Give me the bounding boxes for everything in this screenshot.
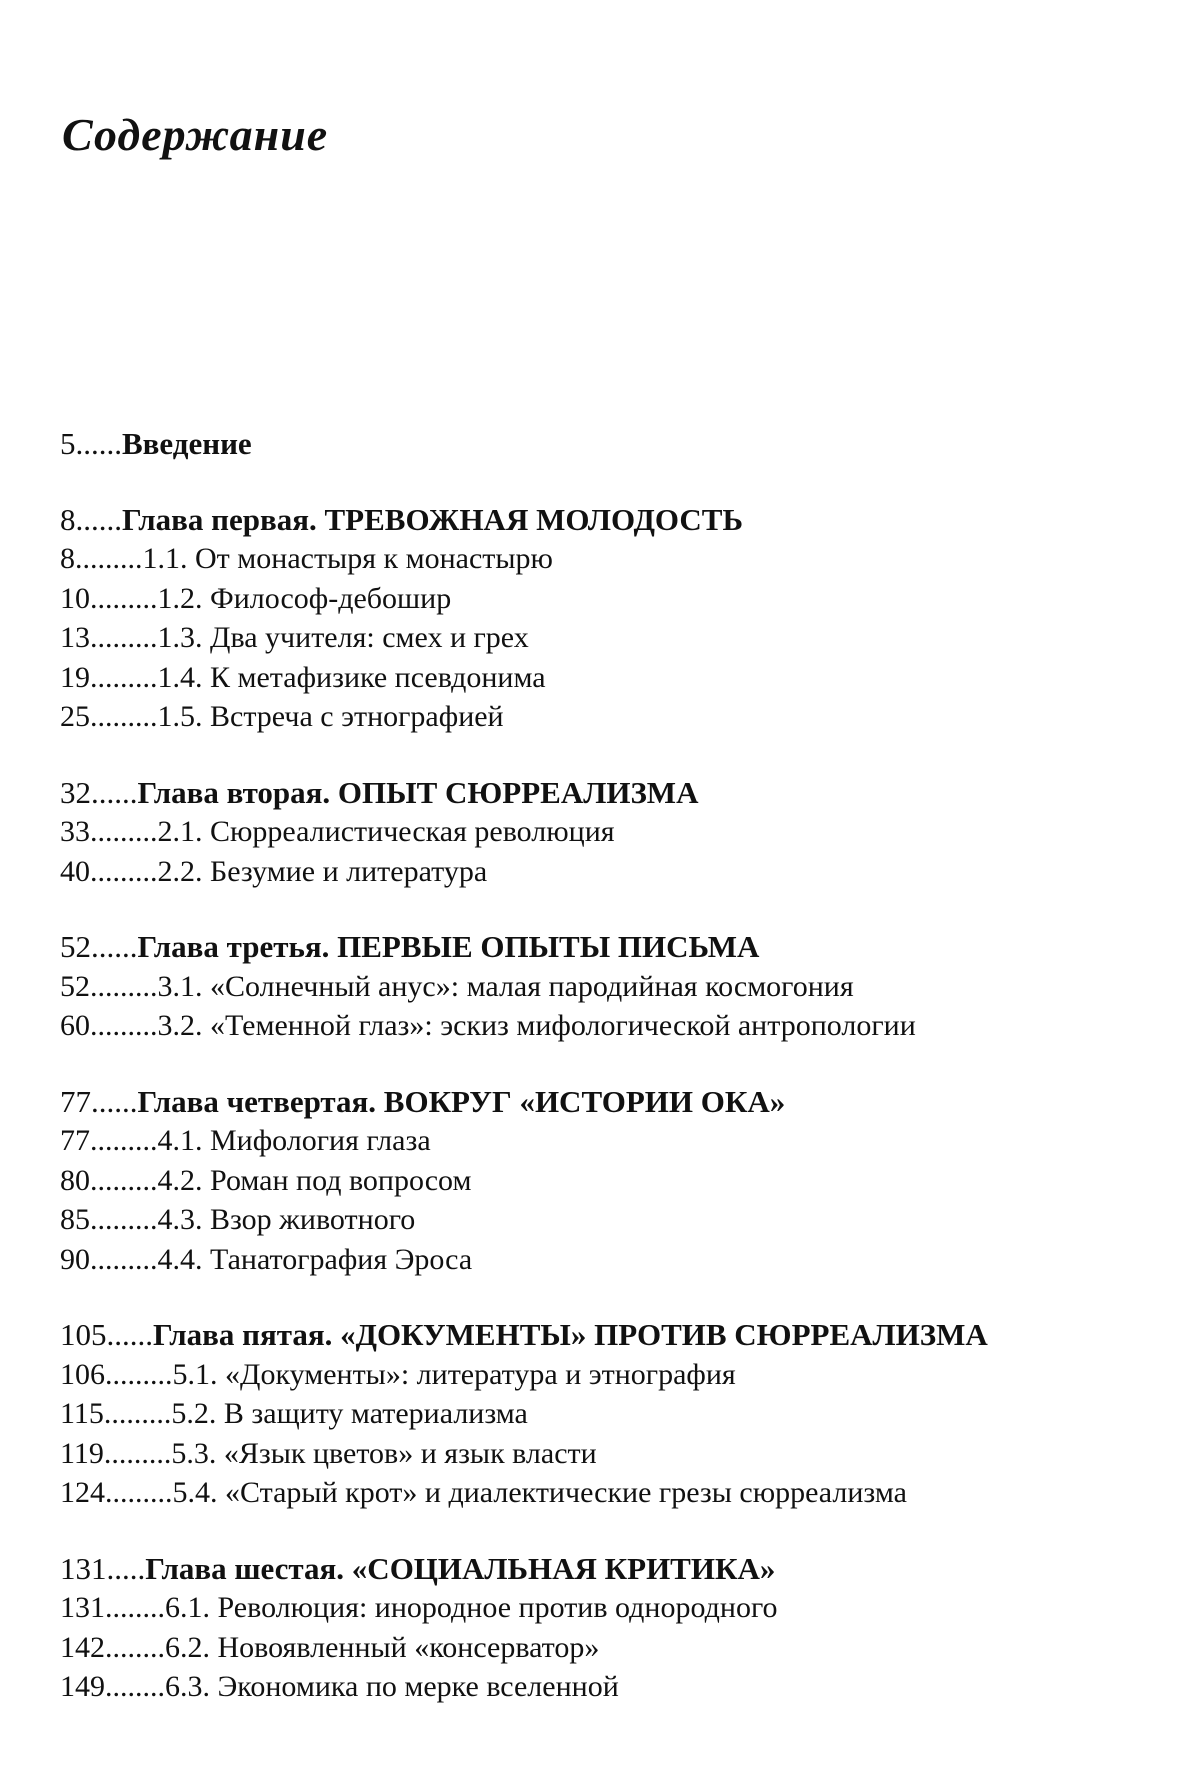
section-title: 6.3. Экономика по мерке вселенной — [165, 1670, 619, 1703]
dot-leader: ...... — [91, 774, 138, 810]
dot-leader: ........ — [105, 1670, 165, 1703]
section-title: 4.1. Мифология глаза — [157, 1124, 431, 1157]
section-title: 4.4. Танатография Эроса — [157, 1242, 473, 1276]
toc-chapter — [60, 500, 1170, 737]
page-number: 25 — [60, 700, 90, 733]
toc-section-entry — [60, 812, 1170, 852]
page-number: 8 — [60, 501, 76, 537]
toc-section-entry — [60, 1588, 1170, 1628]
page-number: 115 — [60, 1397, 104, 1430]
chapter-title: Введение — [122, 426, 252, 461]
section-title: 6.2. Новоявленный «консерватор» — [165, 1630, 600, 1664]
chapter-title: Глава вторая. ОПЫТ СЮРРЕАЛИЗМА — [137, 774, 699, 810]
dot-leader: ......... — [105, 1357, 173, 1391]
section-title: 2.1. Сюрреалистическая революция — [157, 815, 615, 848]
dot-leader: ...... — [106, 1317, 153, 1352]
page-number: 33 — [60, 815, 90, 848]
toc-section-entry — [60, 1161, 1170, 1201]
dot-leader: ......... — [90, 815, 158, 848]
toc-section-entry — [60, 1628, 1170, 1668]
page-number: 119 — [60, 1436, 104, 1470]
dot-leader: ......... — [103, 1436, 172, 1470]
dot-leader: ...... — [91, 1083, 138, 1119]
dot-leader: ......... — [90, 660, 158, 694]
dot-leader: ...... — [75, 426, 122, 461]
toc-chapter-heading — [60, 500, 1170, 540]
dot-leader: ......... — [90, 581, 158, 615]
section-title: 6.1. Революция: инородное против однородного — [165, 1591, 778, 1624]
dot-leader: ...... — [91, 929, 138, 964]
page-number: 40 — [60, 854, 90, 888]
page-number: 77 — [60, 1124, 90, 1157]
chapter-title: Глава первая. ТРЕВОЖНАЯ МОЛОДОСТЬ — [122, 501, 743, 537]
page-number: 124 — [60, 1476, 105, 1509]
toc-section-entry — [60, 852, 1170, 892]
toc-section-entry — [60, 1006, 1170, 1046]
section-title: 5.3. «Язык цветов» и язык власти — [171, 1436, 597, 1470]
dot-leader: ........ — [105, 1591, 165, 1624]
section-title: 5.4. «Старый крот» и диалектические грезы сюрреализма — [172, 1476, 907, 1509]
dot-leader: ......... — [75, 542, 143, 575]
toc-chapter-heading — [60, 1549, 1170, 1589]
dot-leader: ......... — [90, 1242, 158, 1276]
section-title: 1.1. От монастыря к монастырю — [142, 542, 553, 575]
section-title: 4.2. Роман под вопросом — [157, 1163, 472, 1197]
toc-section-entry — [60, 1434, 1170, 1474]
table-of-contents — [60, 424, 1170, 1743]
toc-section-entry — [60, 658, 1170, 698]
section-title: 1.2. Философ-дебошир — [157, 581, 452, 615]
toc-chapter-heading — [60, 424, 1170, 464]
chapter-title: Глава пятая. «ДОКУМЕНТЫ» ПРОТИВ СЮРРЕАЛИЗМА — [153, 1317, 988, 1352]
toc-chapter-heading — [60, 1082, 1170, 1122]
toc-section-entry — [60, 579, 1170, 619]
dot-leader: ...... — [75, 501, 122, 537]
page-number: 8 — [60, 542, 75, 575]
page-number: 149 — [60, 1670, 105, 1703]
page-number: 85 — [60, 1203, 90, 1236]
toc-section-entry — [60, 1355, 1170, 1395]
section-title: 1.4. К метафизике псевдонима — [157, 660, 546, 694]
page-number: 10 — [60, 581, 90, 615]
dot-leader: ..... — [106, 1550, 146, 1586]
page-title: Содержание — [62, 109, 329, 160]
page-number: 5 — [60, 426, 76, 461]
toc-section-entry — [60, 1200, 1170, 1240]
page-number: 19 — [60, 660, 90, 694]
toc-section-entry — [60, 1473, 1170, 1513]
page-number: 52 — [60, 969, 90, 1003]
toc-chapter — [60, 1082, 1170, 1280]
toc-section-entry — [60, 1394, 1170, 1434]
dot-leader: ......... — [103, 1397, 172, 1430]
page-number: 60 — [60, 1009, 90, 1042]
section-title: 1.3. Два учителя: смех и грех — [157, 621, 529, 654]
page-number: 80 — [60, 1163, 90, 1197]
dot-leader: ......... — [90, 1163, 158, 1197]
page-number: 52 — [60, 929, 91, 964]
toc-section-entry — [60, 967, 1170, 1007]
toc-section-entry — [60, 539, 1170, 579]
chapter-title: Глава четвертая. ВОКРУГ «ИСТОРИИ ОКА» — [137, 1083, 786, 1119]
dot-leader: ......... — [90, 1203, 158, 1236]
chapter-title: Глава третья. ПЕРВЫЕ ОПЫТЫ ПИСЬМА — [137, 929, 760, 964]
toc-chapter — [60, 1549, 1170, 1707]
section-title: 2.2. Безумие и литература — [157, 854, 488, 888]
dot-leader: ......... — [90, 854, 158, 888]
dot-leader: ......... — [105, 1476, 173, 1509]
page-number: 77 — [60, 1083, 91, 1119]
page-number: 131 — [60, 1550, 107, 1586]
chapter-title: Глава шестая. «СОЦИАЛЬНАЯ КРИТИКА» — [145, 1550, 776, 1586]
toc-section-entry — [60, 1240, 1170, 1280]
page-number: 105 — [60, 1317, 107, 1352]
page-number: 32 — [60, 774, 91, 810]
section-title: 3.1. «Солнечный анус»: малая пародийная космогония — [157, 969, 854, 1003]
toc-chapter-heading — [60, 1315, 1170, 1355]
section-title: 4.3. Взор животного — [157, 1203, 416, 1236]
dot-leader: ......... — [90, 1009, 158, 1042]
page-number: 90 — [60, 1242, 90, 1276]
toc-chapter — [60, 773, 1170, 892]
toc-chapter — [60, 1315, 1170, 1513]
toc-chapter — [60, 424, 1170, 464]
dot-leader: ......... — [90, 969, 158, 1003]
toc-section-entry — [60, 618, 1170, 658]
toc-chapter-heading — [60, 927, 1170, 967]
page-number: 142 — [60, 1630, 105, 1664]
toc-section-entry — [60, 697, 1170, 737]
toc-chapter — [60, 927, 1170, 1046]
toc-section-entry — [60, 1667, 1170, 1707]
section-title: 1.5. Встреча с этнографией — [157, 700, 504, 733]
dot-leader: ......... — [90, 621, 158, 654]
page-number: 13 — [60, 621, 90, 654]
dot-leader: ......... — [90, 700, 158, 733]
dot-leader: ......... — [90, 1124, 158, 1157]
section-title: 3.2. «Теменной глаз»: эскиз мифологической антропологии — [157, 1009, 916, 1042]
section-title: 5.2. В защиту материализма — [171, 1397, 528, 1430]
section-title: 5.1. «Документы»: литература и этнография — [172, 1357, 736, 1391]
toc-chapter-heading — [60, 773, 1170, 813]
page-number: 131 — [60, 1591, 105, 1624]
page-number: 106 — [60, 1357, 105, 1391]
toc-section-entry — [60, 1121, 1170, 1161]
dot-leader: ........ — [105, 1630, 165, 1664]
